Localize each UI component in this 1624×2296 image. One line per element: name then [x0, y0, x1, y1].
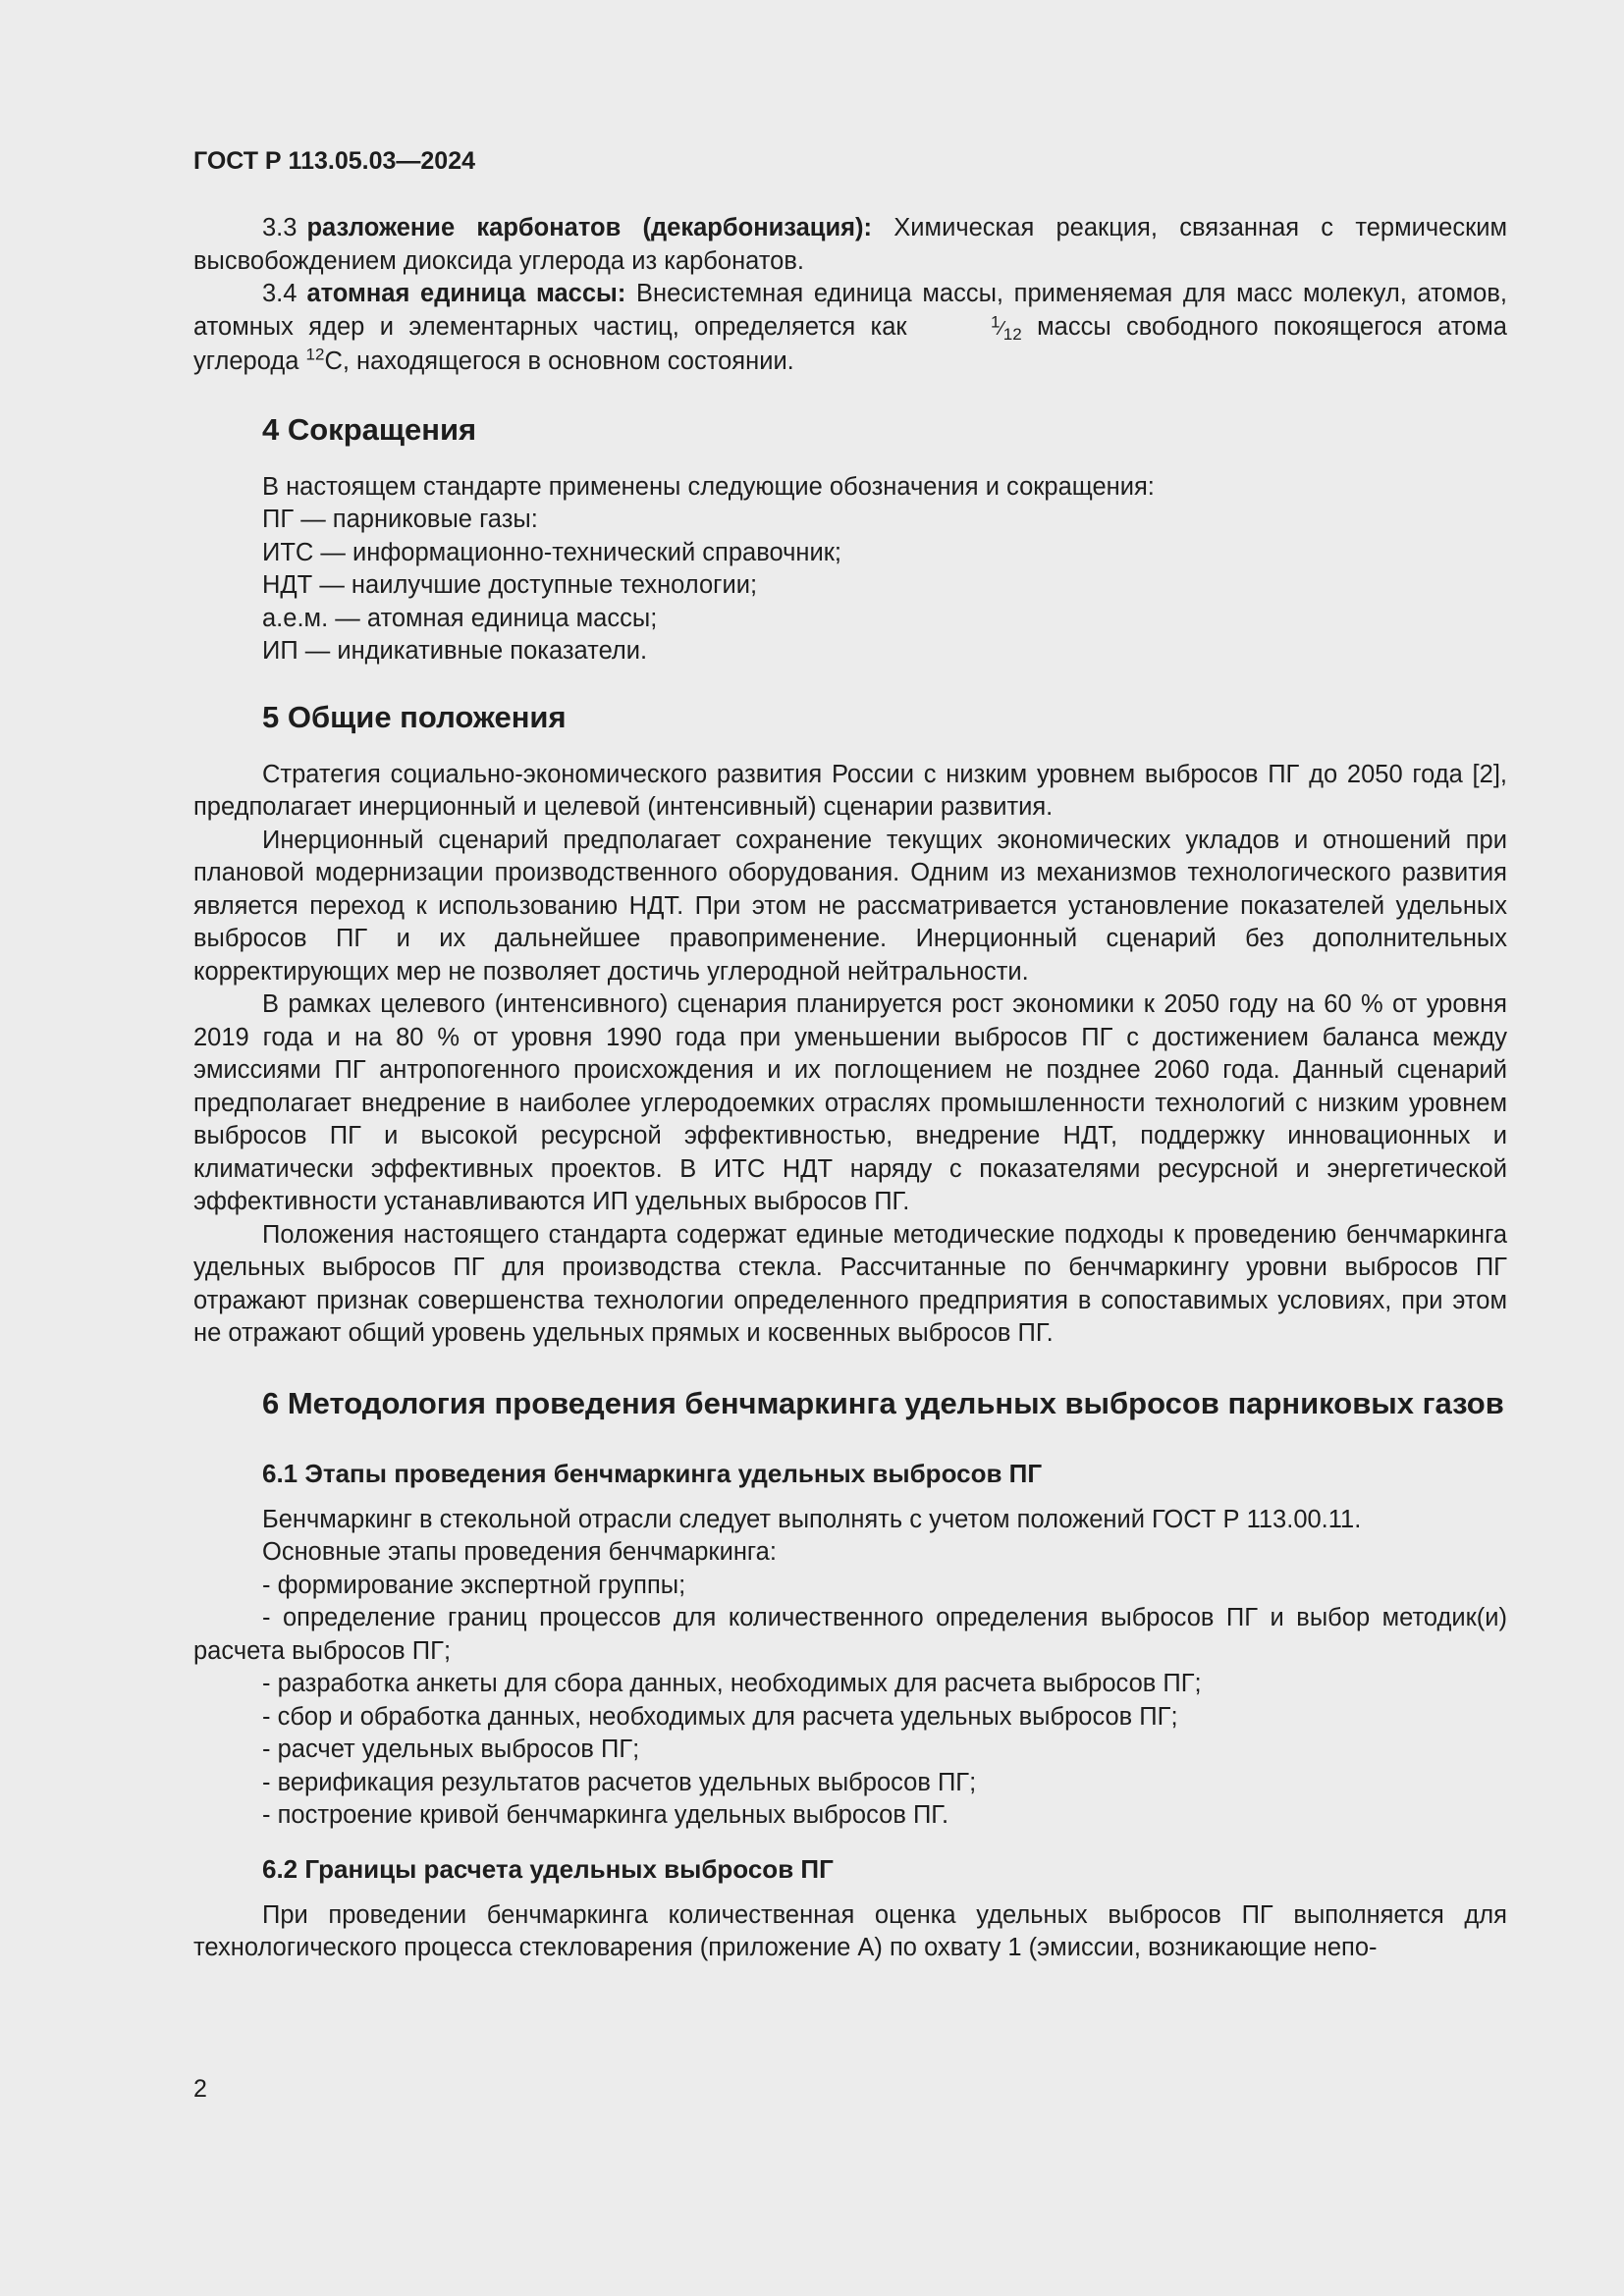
page-content — [193, 145, 1507, 1965]
section-5-heading: 5 Общие положения — [262, 699, 567, 734]
paragraph-line: Бенчмаркинг в стекольной отрасли следует выполнять с учетом положений ГОСТ Р 113.00.11. — [262, 1505, 1362, 1533]
paragraph: Положения настоящего стандарта содержат единые методические подходы к проведению бенчмаркинга удельных выбросов ПГ для производства стекла. Рассчитанные по бенчмаркингу уровни выбросов ПГ отражают признак совершенства технологии определенного предприятия в сопоставимых условиях, при этом не отражают общий уровень удельных прямых и косвенных выбросов ПГ. — [193, 1220, 1507, 1347]
abbreviation-item: ИТС — информационно-технический справочник; — [262, 538, 841, 566]
fraction-denominator: 12 — [1002, 324, 1022, 344]
document-code-header: ГОСТ Р 113.05.03—2024 — [193, 147, 476, 175]
step-item: - сбор и обработка данных, необходимых для расчета удельных выбросов ПГ; — [262, 1702, 1178, 1731]
page-number: 2 — [193, 2075, 207, 2103]
paragraph: Инерционный сценарий предполагает сохранение текущих экономических укладов и отношений при плановой модернизации производственного оборудования. Одним из механизмов технологического развития является переход к использованию НДТ. При этом не рассматривается установление показателей удельных выбросов ПГ и их дальнейшее правоприменение. Инерционный сценарий без дополнительных корректирующих мер не позволяет достичь углеродной нейтральности. — [193, 826, 1507, 986]
isotope-mass-number: 12 — [305, 345, 325, 364]
definition-number: 3.4 — [262, 280, 298, 307]
fraction: $^1⁄_{12}$ — [990, 311, 1022, 344]
paragraph: Стратегия социально-экономического развития России с низким уровнем выбросов ПГ до 2050 года [2], предполагает инерционный и целевой (интенсивный) сценарии развития. — [193, 760, 1507, 821]
abbreviation-item: ИП — индикативные показатели. — [262, 637, 648, 665]
step-item: - определение границ процессов для количественного определения выбросов ПГ и выбор методик(и) расчета выбросов ПГ; — [193, 1604, 1507, 1665]
abbreviation-item: НДТ — наилучшие доступные технологии; — [262, 571, 758, 599]
step-item: - формирование экспертной группы; — [262, 1571, 686, 1599]
subsection-6-2-heading: 6.2 Границы расчета удельных выбросов ПГ — [262, 1853, 834, 1884]
definition-text: Химическая реакция, связанная с термическим высвобождением диоксида углерода из карбонатов. — [193, 214, 1507, 275]
step-item: - расчет удельных выбросов ПГ; — [262, 1735, 640, 1763]
paragraph-line: Основные этапы проведения бенчмаркинга: — [262, 1538, 777, 1566]
paragraph: В рамках целевого (интенсивного) сценария планируется рост экономики к 2050 году на 60 % от уровня 2019 года и на 80 % от уровня 1990 года при уменьшении выбросов ПГ с достижением баланса между эмиссиями ПГ антропогенного происхождения и их поглощением не позднее 2060 года. Данный сценарий предполагает внедрение в наиболее углеродоемких отраслях промышленности технологий с низким уровнем выбросов ПГ и высокой ресурсной эффективностью, внедрение НДТ, поддержку инновационных и климатически эффективных проектов. В ИТС НДТ наряду с показателями ресурсной и энергетической эффективности устанавливаются ИП удельных выбросов ПГ. — [193, 990, 1507, 1215]
fraction-numerator: 1 — [990, 311, 1001, 331]
paragraph: При проведении бенчмаркинга количественная оценка удельных выбросов ПГ выполняется для технологического процесса стекловарения (приложение А) по охвату 1 (эмиссии, возникающие непо- — [193, 1900, 1507, 1961]
section-4-heading: 4 Сокращения — [262, 411, 477, 447]
abbreviation-item: а.е.м. — атомная единица массы; — [262, 604, 658, 632]
definition-text-middle: массы свободного покоящегося атома углерода — [193, 312, 1507, 375]
abbreviation-item: ПГ — парниковые газы: — [262, 506, 538, 533]
subsection-6-1-heading: 6.1 Этапы проведения бенчмаркинга удельных выбросов ПГ — [262, 1458, 1043, 1488]
definition-term: атомная единица массы: — [306, 280, 626, 307]
definition-3-3 — [193, 212, 1507, 278]
section-6-heading: 6 Методология проведения бенчмаркинга удельных выбросов парниковых газов — [262, 1385, 1504, 1420]
definition-text-end: , находящегося в основном состоянии. — [342, 347, 794, 375]
abbreviations-intro: В настоящем стандарте применены следующие обозначения и сокращения: — [262, 472, 1155, 501]
definition-number: 3.3 — [262, 214, 298, 241]
step-item: - верификация результатов расчетов удельных выбросов ПГ; — [262, 1768, 977, 1796]
definition-term: разложение карбонатов (декарбонизация): — [306, 214, 873, 241]
definition-text: Внесистемная единица массы, применяемая для масс молекул, атомов, атомных ядер и элементарных частиц, определяется как — [193, 280, 1507, 341]
definition-3-4 — [193, 278, 1507, 379]
isotope-symbol: С — [324, 347, 343, 375]
step-item: - разработка анкеты для сбора данных, необходимых для расчета выбросов ПГ; — [262, 1670, 1202, 1697]
step-item: - построение кривой бенчмаркинга удельных выбросов ПГ. — [262, 1801, 949, 1829]
